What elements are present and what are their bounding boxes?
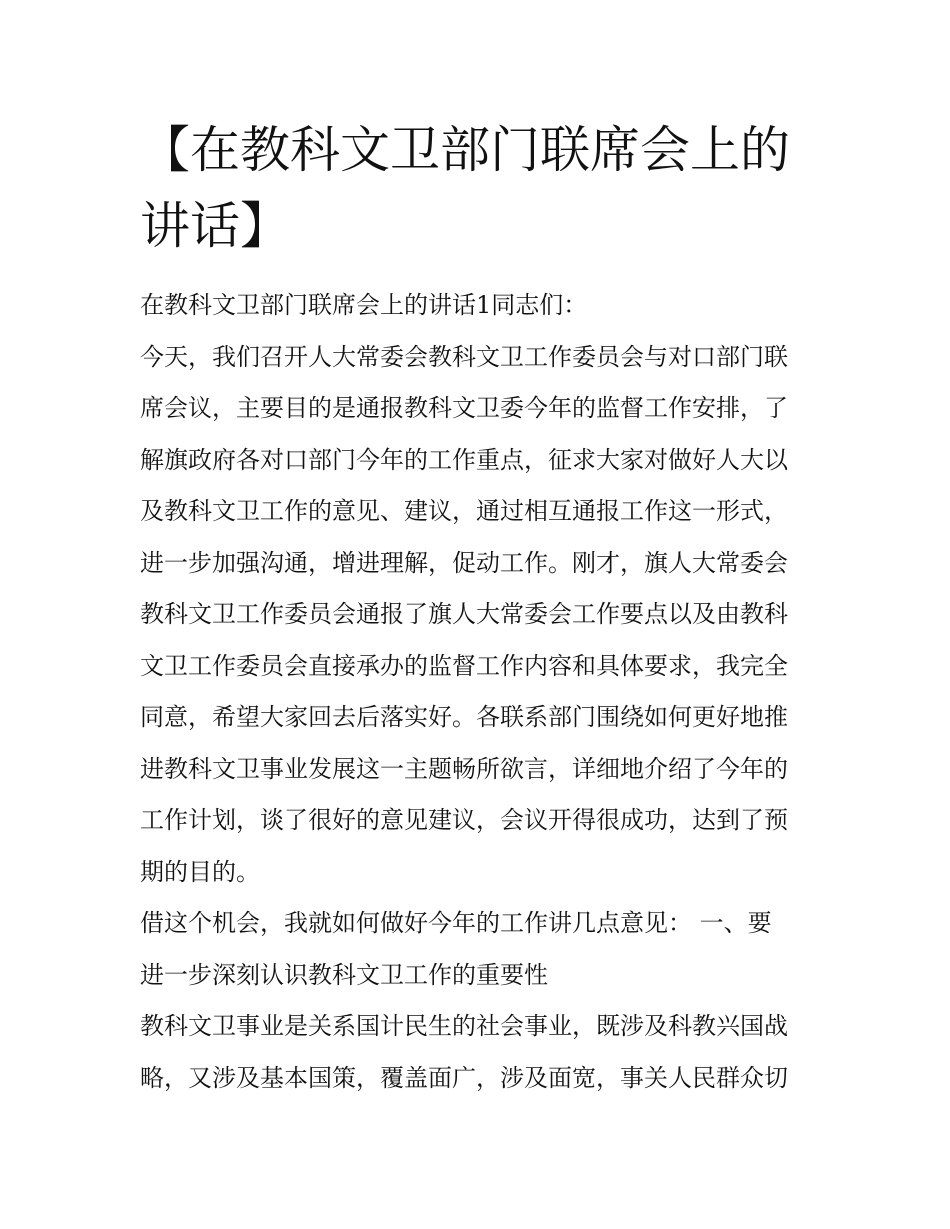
body-line-15: 教科文卫事业是关系国计民生的社会事业，既涉及科教兴国战: [140, 1012, 788, 1040]
title-line-1: 【在教科文卫部门联席会上的: [140, 121, 790, 179]
body-line-4: 解旗政府各对口部门今年的工作重点，征求大家对做好人大以: [140, 445, 788, 474]
body-line-7: 教科文卫工作委员会通报了旗人大常委会工作要点以及由教科: [140, 600, 788, 628]
body-line-6: 进一步加强沟通，增进理解，促动工作。刚才，旗人大常委会: [140, 548, 788, 577]
title-line-2: 讲话】: [140, 197, 290, 255]
body-line-9: 同意，希望大家回去后落实好。各联系部门围绕如何更好地推: [140, 703, 788, 731]
body-line-2: 今天，我们召开人大常委会教科文卫工作委员会与对口部门联: [140, 342, 788, 371]
body-line-11: 工作计划，谈了很好的意见建议，会议开得很成功，达到了预: [140, 806, 788, 834]
body-line-10: 进教科文卫事业发展这一主题畅所欲言，详细地介绍了今年的: [140, 754, 788, 783]
body-line-12: 期的目的。: [140, 857, 260, 886]
document-body: [140, 280, 820, 1104]
document-title: [140, 112, 820, 264]
body-line-13: 借这个机会，我就如何做好今年的工作讲几点意见： 一、要: [140, 909, 772, 937]
body-line-16: 略，又涉及基本国策，覆盖面广，涉及面宽，事关人民群众切: [140, 1063, 788, 1092]
body-line-8: 文卫工作委员会直接承办的监督工作内容和具体要求，我完全: [140, 651, 788, 680]
body-line-1: 在教科文卫部门联席会上的讲话1同志们：: [140, 291, 588, 319]
body-line-3: 席会议，主要目的是通报教科文卫委今年的监督工作安排，了: [140, 394, 788, 422]
body-line-5: 及教科文卫工作的意见、建议，通过相互通报工作这一形式，: [140, 497, 788, 525]
body-line-14: 进一步深刻认识教科文卫工作的重要性: [140, 960, 548, 989]
